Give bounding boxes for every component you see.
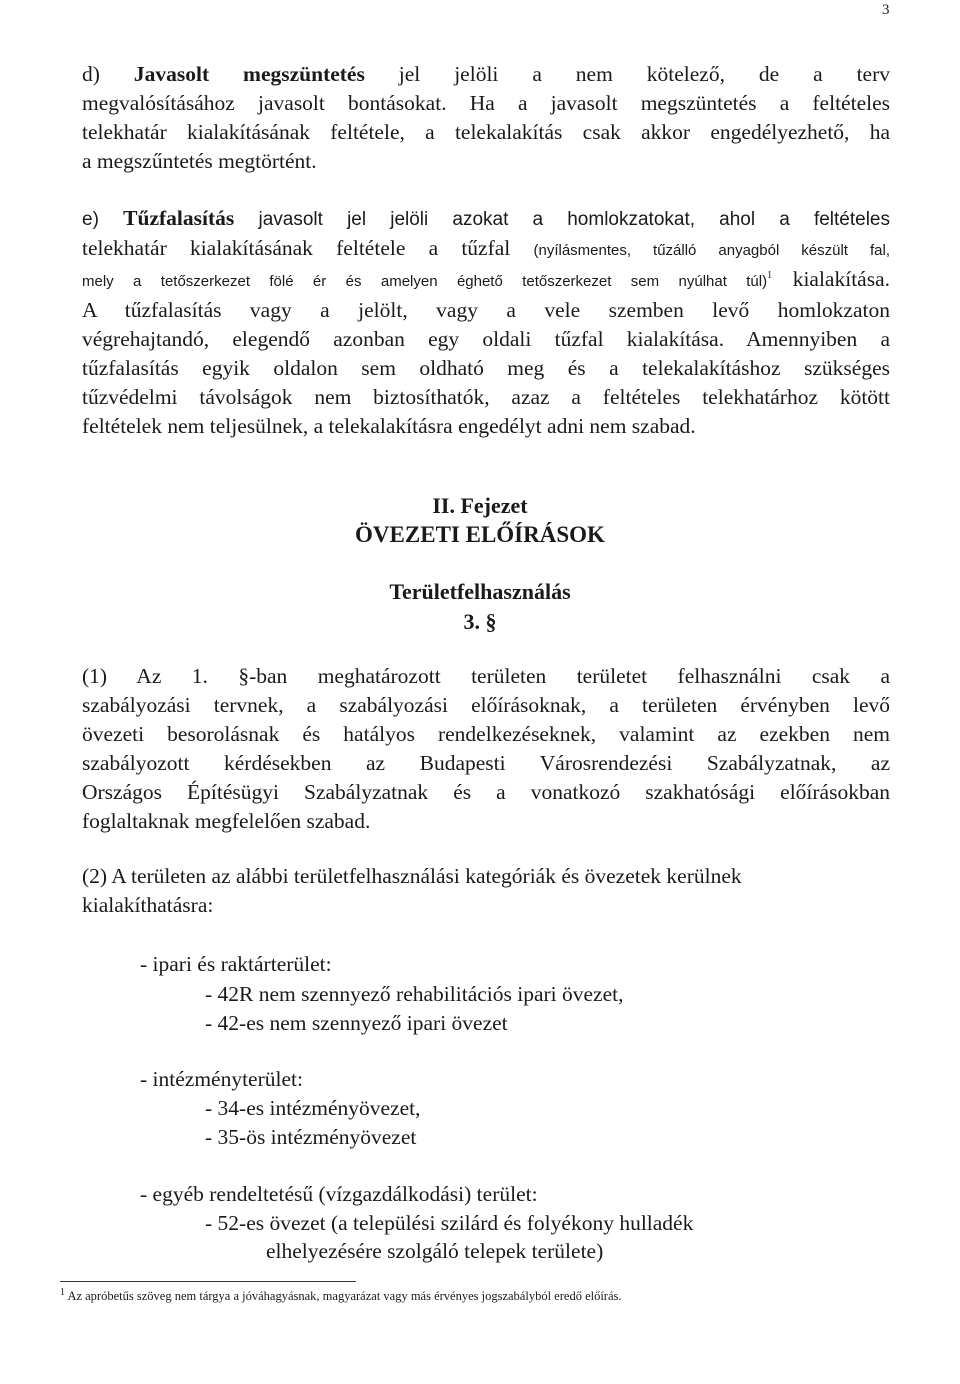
category-egyeb-heading: - egyéb rendeltetésű (vízgazdálkodási) terület: bbox=[140, 1182, 538, 1206]
paragraph-e-line-8: feltételek nem teljesülnek, a telekalakításra engedélyt adni nem szabad. bbox=[82, 414, 696, 438]
paragraph-e-line-2 bbox=[82, 234, 890, 265]
paragraph-e bbox=[82, 204, 890, 441]
line-text: kialakítása. bbox=[792, 267, 890, 291]
paragraph-e-line-4: A tűzfalasítás vagy a jelölt, vagy a vele szemben levő homlokzaton bbox=[82, 298, 890, 322]
category-ipari-item: - 42-es nem szennyező ipari övezet bbox=[205, 1011, 508, 1035]
line-text: telekhatár kialakításának feltétele a tűzfal bbox=[82, 236, 511, 260]
small-print-text: mely a tetőszerkezet fölé ér és amelyen éghető tetőszerkezet sem nyúlhat túl) bbox=[82, 273, 768, 290]
paragraph-2-line-2: kialakíthatásra: bbox=[82, 893, 214, 917]
section-number: 3. § bbox=[463, 609, 497, 634]
paragraph-d bbox=[82, 60, 890, 176]
paragraph-e-line-3 bbox=[82, 265, 890, 296]
line-text: javasolt jel jelöli azokat a homlokzatokat, ahol a feltételes bbox=[258, 209, 890, 230]
paragraph-e-line-1 bbox=[82, 204, 890, 234]
small-print-text: (nyílásmentes, tűzálló anyagból készült fal, bbox=[533, 242, 890, 259]
paragraph-d-line-2: megvalósításához javasolt bontásokat. Ha a javasolt megszüntetés a feltételes bbox=[82, 91, 890, 115]
term-tuzfalasitas: Tűzfalasítás bbox=[123, 206, 235, 230]
category-intezmeny-item: - 34-es intézményövezet, bbox=[205, 1096, 421, 1120]
term-javasolt-megszuntetes: Javasolt megszüntetés bbox=[133, 62, 365, 86]
paragraph-d-line-3: telekhatár kialakításának feltétele, a telekalakítás csak akkor engedélyezhető, ha bbox=[82, 120, 890, 144]
footnote-reference: 1 bbox=[767, 269, 773, 281]
footnote-text: Az apróbetűs szöveg nem tárgya a jóváhagyásnak, magyarázat vagy más érvényes jogszabályból eredő előírás. bbox=[67, 1289, 622, 1303]
chapter-number: II. Fejezet bbox=[432, 493, 528, 518]
item-label: e) bbox=[82, 209, 99, 230]
item-label: d) bbox=[82, 62, 100, 86]
chapter-title: ÖVEZETI ELŐÍRÁSOK bbox=[355, 522, 605, 547]
footnote bbox=[60, 1288, 622, 1304]
paragraph-1 bbox=[82, 662, 890, 836]
category-intezmeny-item: - 35-ös intézményövezet bbox=[205, 1125, 417, 1149]
line-text: jel jelöli a nem kötelező, de a terv bbox=[398, 62, 890, 86]
paragraph-e-line-6: tűzfalasítás egyik oldalon sem oldható meg és a telekalakításhoz szükséges bbox=[82, 356, 890, 380]
paragraph-1-line-4: szabályozott kérdésekben az Budapesti Városrendezési Szabályzatnak, az bbox=[82, 751, 890, 775]
category-egyeb-item: - 52-es övezet (a települési szilárd és folyékony hulladék bbox=[205, 1211, 694, 1235]
category-egyeb-item-continuation: elhelyezésére szolgáló telepek területe) bbox=[266, 1239, 604, 1263]
paragraph-2 bbox=[82, 862, 890, 920]
paragraph-1-line-3: övezeti besorolásnak és hatályos rendelkezéseknek, valamint az ezekben nem bbox=[82, 722, 890, 746]
category-ipari-item: - 42R nem szennyező rehabilitációs ipari övezet, bbox=[205, 982, 624, 1006]
section-title: Területfelhasználás bbox=[389, 579, 571, 604]
paragraph-2-line-1: (2) A területen az alábbi területfelhasználási kategóriák és övezetek kerülnek bbox=[82, 864, 742, 888]
paragraph-1-line-5: Országos Építésügyi Szabályzatnak és a vonatkozó szakhatósági előírásokban bbox=[82, 780, 890, 804]
paragraph-1-line-1: (1) Az 1. §-ban meghatározott területen területet felhasználni csak a bbox=[82, 664, 890, 688]
paragraph-1-line-2: szabályozási tervnek, a szabályozási előírásoknak, a területen érvényben levő bbox=[82, 693, 890, 717]
paragraph-d-line-4: a megszűntetés megtörtént. bbox=[82, 149, 317, 173]
footnote-number: 1 bbox=[60, 1286, 65, 1298]
paragraph-d-line-1 bbox=[82, 60, 890, 89]
paragraph-1-line-6: foglaltaknak megfelelően szabad. bbox=[82, 809, 371, 833]
footnote-divider bbox=[60, 1281, 356, 1282]
paragraph-e-line-7: tűzvédelmi távolságok nem biztosíthatók, azaz a feltételes telekhatárhoz kötött bbox=[82, 385, 890, 409]
category-intezmeny-heading: - intézményterület: bbox=[140, 1067, 303, 1091]
category-ipari-heading: - ipari és raktárterület: bbox=[140, 952, 332, 976]
page-number: 3 bbox=[882, 2, 890, 18]
paragraph-e-line-5: végrehajtandó, elegendő azonban egy oldali tűzfal kialakítása. Amennyiben a bbox=[82, 327, 890, 351]
